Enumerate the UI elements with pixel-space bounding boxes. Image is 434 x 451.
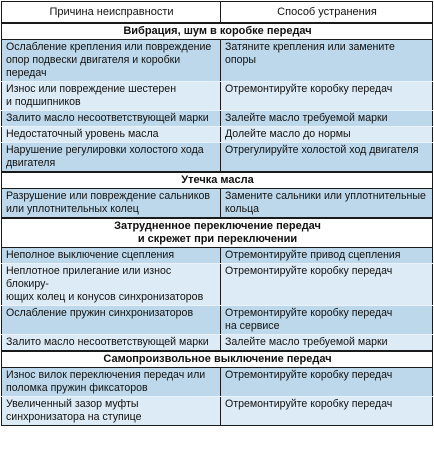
table-row <box>2 40 433 82</box>
table-row <box>2 264 433 306</box>
remedy-cell: Затяните крепления или замените опоры <box>221 40 433 82</box>
remedy-cell: Отрегулируйте холостой ход двигателя <box>221 143 433 173</box>
cause-cell: Износ вилок переключения передач или поломка пружин фиксаторов <box>2 368 221 397</box>
section-header-row <box>2 172 433 189</box>
remedy-cell: Отремонтируйте коробку передач на сервисе <box>221 306 433 335</box>
table-row <box>2 143 433 173</box>
table-row <box>2 248 433 264</box>
section-title: Вибрация, шум в коробке передач <box>2 23 433 40</box>
section-header-row <box>2 351 433 368</box>
table-row <box>2 127 433 143</box>
cause-cell: Неполное выключение сцепления <box>2 248 221 264</box>
table-row <box>2 368 433 397</box>
table-body <box>2 23 433 426</box>
cause-cell: Неплотное прилегание или износ блокиру- ющих колец и конусов синхронизаторов <box>2 264 221 306</box>
cause-cell: Увеличенный зазор муфты синхронизатора на ступице <box>2 397 221 426</box>
troubleshooting-table <box>1 1 433 426</box>
cause-cell: Ослабление пружин синхронизаторов <box>2 306 221 335</box>
remedy-cell: Отремонтируйте коробку передач <box>221 368 433 397</box>
cause-cell: Залито масло несоответствующей марки <box>2 335 221 352</box>
table-row <box>2 82 433 111</box>
cause-cell: Разрушение или повреждение сальников или уплотнительных колец <box>2 189 221 219</box>
header-cause: Причина неисправности <box>2 2 221 24</box>
section-title: Затрудненное переключение передач и скрежет при переключении <box>2 218 433 248</box>
cause-cell: Ослабление крепления или повреждение опор подвески двигателя и коробки передач <box>2 40 221 82</box>
table-row <box>2 335 433 352</box>
remedy-cell: Отремонтируйте коробку передач <box>221 82 433 111</box>
section-title: Самопроизвольное выключение передач <box>2 351 433 368</box>
table-row <box>2 189 433 219</box>
table-row <box>2 397 433 426</box>
header-remedy: Способ устранения <box>221 2 433 24</box>
section-header-row <box>2 218 433 248</box>
section-title: Утечка масла <box>2 172 433 189</box>
table-row <box>2 306 433 335</box>
cause-cell: Нарушение регулировки холостого хода двигателя <box>2 143 221 173</box>
remedy-cell: Замените сальники или уплотнительные кольца <box>221 189 433 219</box>
remedy-cell: Долейте масло до нормы <box>221 127 433 143</box>
remedy-cell: Залейте масло требуемой марки <box>221 335 433 352</box>
table-row <box>2 111 433 127</box>
remedy-cell: Отремонтируйте привод сцепления <box>221 248 433 264</box>
section-header-row <box>2 23 433 40</box>
header-row <box>2 2 433 24</box>
cause-cell: Залито масло несоответствующей марки <box>2 111 221 127</box>
remedy-cell: Отремонтируйте коробку передач <box>221 397 433 426</box>
remedy-cell: Залейте масло требуемой марки <box>221 111 433 127</box>
remedy-cell: Отремонтируйте коробку передач <box>221 264 433 306</box>
cause-cell: Недостаточный уровень масла <box>2 127 221 143</box>
cause-cell: Износ или повреждение шестерен и подшипников <box>2 82 221 111</box>
